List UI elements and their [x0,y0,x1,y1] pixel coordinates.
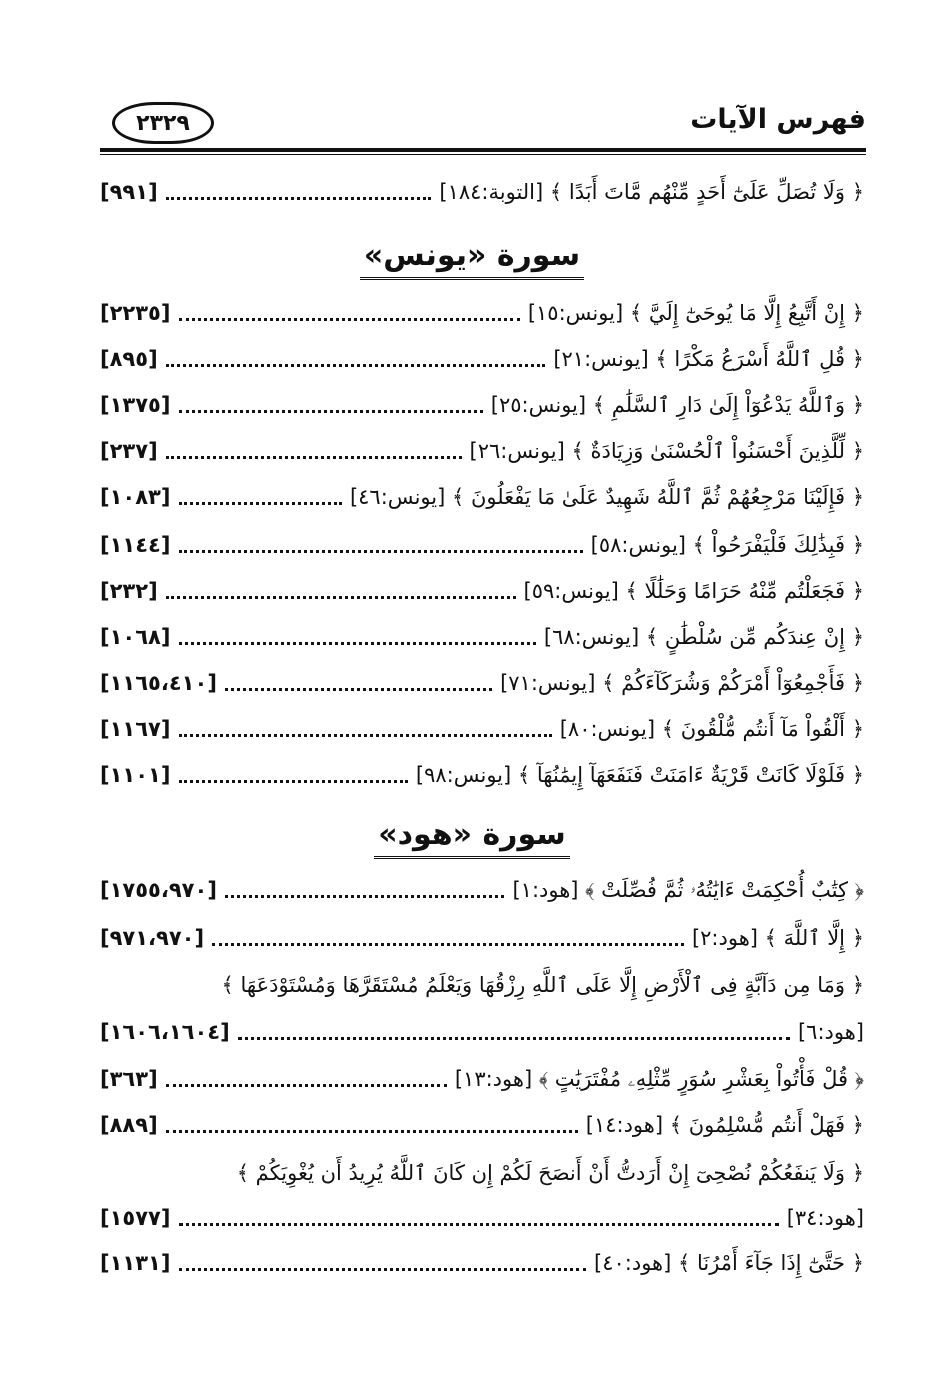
hadith-reference: [٨٩٥] [100,347,158,371]
page-number: ٢٣٢٩ [112,102,214,144]
surah-heading-yunus [0,238,944,280]
dot-leader [166,1084,447,1087]
dot-leader [179,642,536,645]
dot-leader [166,197,432,200]
hadith-reference: [٩٧١،٩٧٠] [100,926,205,950]
hadith-reference: [١٦٠٦،١٦٠٤] [100,1020,230,1044]
index-entry [100,918,864,958]
index-entry [100,663,864,703]
dot-leader [166,456,462,459]
hadith-reference: [١١٦٧] [100,717,171,741]
verse-text: ﴿ أَلْقُواْ مَآ أَنتُم مُّلْقُونَ ﴾ [يونس:٨٠] [559,717,864,741]
index-entry-continued [100,1153,864,1193]
verse-text: ﴿ وَلَا يَنفَعُكُمْ نُصْحِىٓ إِنْ أَرَدتُّ أَنْ أَنصَحَ لَكُمْ إِن كَانَ ٱللَّهُ يُرِيدُ أَن يُغْوِيَكُمْ ﴾ [236,1161,864,1185]
dot-leader [179,502,342,505]
dot-leader [179,1268,587,1271]
dot-leader [166,1130,578,1133]
surah-title: سورة «هود» [374,817,570,859]
verse-text: [هود:٦] [797,1020,864,1044]
dot-leader [179,318,520,321]
verse-text: ﴿ كِتَٰبٌ أُحْكِمَتْ ءَايَٰتُهُۥ ثُمَّ فُصِّلَتْ ﴾ [هود:١] [512,877,864,902]
index-entry [100,709,864,749]
verse-text: ﴿ إِنْ أَتَّبِعُ إِلَّا مَا يُوحَىٰٓ إِلَيَّ ﴾ [يونس:١٥] [527,301,864,325]
index-entry [100,571,864,611]
verse-text: ﴿ فَهَلْ أَنتُم مُّسْلِمُونَ ﴾ [هود:١٤] [585,1113,864,1137]
index-entry [100,870,864,910]
verse-text: ﴿ فَجَعَلْتُم مِّنْهُ حَرَامًا وَحَلَٰلًا ﴾ [يونس:٥٩] [523,579,864,603]
index-entry [100,477,864,517]
hadith-reference: [١٧٥٥،٩٧٠] [100,878,217,902]
index-entry [100,1198,864,1238]
verse-text: ﴿ وَمَا مِن دَآبَّةٍ فِى ٱلْأَرْضِ إِلَّا عَلَى ٱللَّهِ رِزْقُهَا وَيَعْلَمُ مُسْتَقَرَّهَا وَمُسْتَوْدَعَهَا ﴾ [221,973,864,997]
verse-text: ﴿ فَأَجْمِعُوٓاْ أَمْرَكُمْ وَشُرَكَآءَكُمْ ﴾ [يونس:٧١] [500,671,864,695]
hadith-reference: [٢٢٣٥] [100,301,171,325]
verse-text: ﴿ وَٱللَّهُ يَدْعُوٓاْ إِلَىٰ دَارِ ٱلسَّلَٰمِ ﴾ [يونس:٢٥] [490,393,864,417]
index-entry [100,293,864,333]
dot-leader [179,410,483,413]
index-entry [100,339,864,379]
verse-text: ﴿ قُلْ فَأْتُواْ بِعَشْرِ سُوَرٍ مِّثْلِهِۦ مُفْتَرَيَٰتٍ ﴾ [هود:١٣] [454,1066,864,1091]
index-entry [100,755,864,795]
index-entry [100,1012,864,1052]
dot-leader [179,780,408,783]
verse-text: ﴿ فَإِلَيْنَا مَرْجِعُهُمْ ثُمَّ ٱللَّهُ شَهِيدٌ عَلَىٰ مَا يَفْعَلُونَ ﴾ [يونس:٤٦] [349,485,864,509]
hadith-reference: [١٥٧٧] [100,1206,171,1230]
dot-leader [225,688,492,691]
dot-leader [179,1223,779,1226]
hadith-reference: [٢٣٧] [100,439,158,463]
dot-leader [238,1037,790,1040]
hadith-reference: [١١٣١] [100,1251,171,1275]
index-entry [100,525,864,565]
index-entry [100,1059,864,1099]
dot-leader [225,895,505,898]
page-title: فهرس الآيات [690,104,866,135]
verse-text: ﴿ لِّلَّذِينَ أَحْسَنُواْ ٱلْحُسْنَىٰ وَزِيَادَةٌ ﴾ [يونس:٢٦] [469,439,864,463]
hadith-reference: [١١٠١] [100,763,171,787]
page-header [100,98,866,146]
hadith-reference: [١٣٧٥] [100,393,171,417]
header-rule [100,148,866,152]
hadith-reference: [١٠٨٣] [100,485,171,509]
surah-heading-hud [0,817,944,859]
verse-text: ﴿ إِلَّا ٱللَّهَ ﴾ [هود:٢] [691,926,864,950]
index-entry [100,617,864,657]
index-entry [100,1243,864,1283]
verse-text: ﴿ فَبِذَٰلِكَ فَلْيَفْرَحُواْ ﴾ [يونس:٥٨] [590,533,864,557]
hadith-reference: [١١٦٥،٤١٠] [100,671,217,695]
verse-text: ﴿ إِنْ عِندَكُم مِّن سُلْطَٰنٍ ﴾ [يونس:٦٨] [543,625,864,649]
dot-leader [179,550,583,553]
verse-text: ﴿ قُلِ ٱللَّهُ أَسْرَعُ مَكْرًا ﴾ [يونس:٢١] [553,347,864,371]
header-rule-thin [100,154,866,155]
verse-text: ﴿ حَتَّىٰٓ إِذَا جَآءَ أَمْرُنَا ﴾ [هود:٤٠] [594,1251,864,1275]
verse-text: ﴿ وَلَا تُصَلِّ عَلَىٰٓ أَحَدٍ مِّنْهُم مَّاتَ أَبَدًا ﴾ [التوبة:١٨٤] [439,180,864,204]
hadith-reference: [١٠٦٨] [100,625,171,649]
index-entry [100,1105,864,1145]
hadith-reference: [٣٦٣] [100,1067,158,1091]
dot-leader [212,943,684,946]
dot-leader [179,734,552,737]
dot-leader [166,596,516,599]
index-entry [100,172,864,212]
index-entry-continued [100,965,864,1005]
surah-title: سورة «يونس» [360,238,584,280]
index-entry [100,431,864,471]
hadith-reference: [٩٩١] [100,180,158,204]
hadith-reference: [٢٣٢] [100,579,158,603]
verse-text: [هود:٣٤] [786,1206,864,1230]
hadith-reference: [٨٨٩] [100,1113,158,1137]
verse-text: ﴿ فَلَوْلَا كَانَتْ قَرْيَةٌ ءَامَنَتْ فَنَفَعَهَآ إِيمَٰنُهَآ ﴾ [يونس:٩٨] [415,763,864,787]
hadith-reference: [١١٤٤] [100,533,171,557]
dot-leader [166,364,546,367]
index-entry [100,385,864,425]
